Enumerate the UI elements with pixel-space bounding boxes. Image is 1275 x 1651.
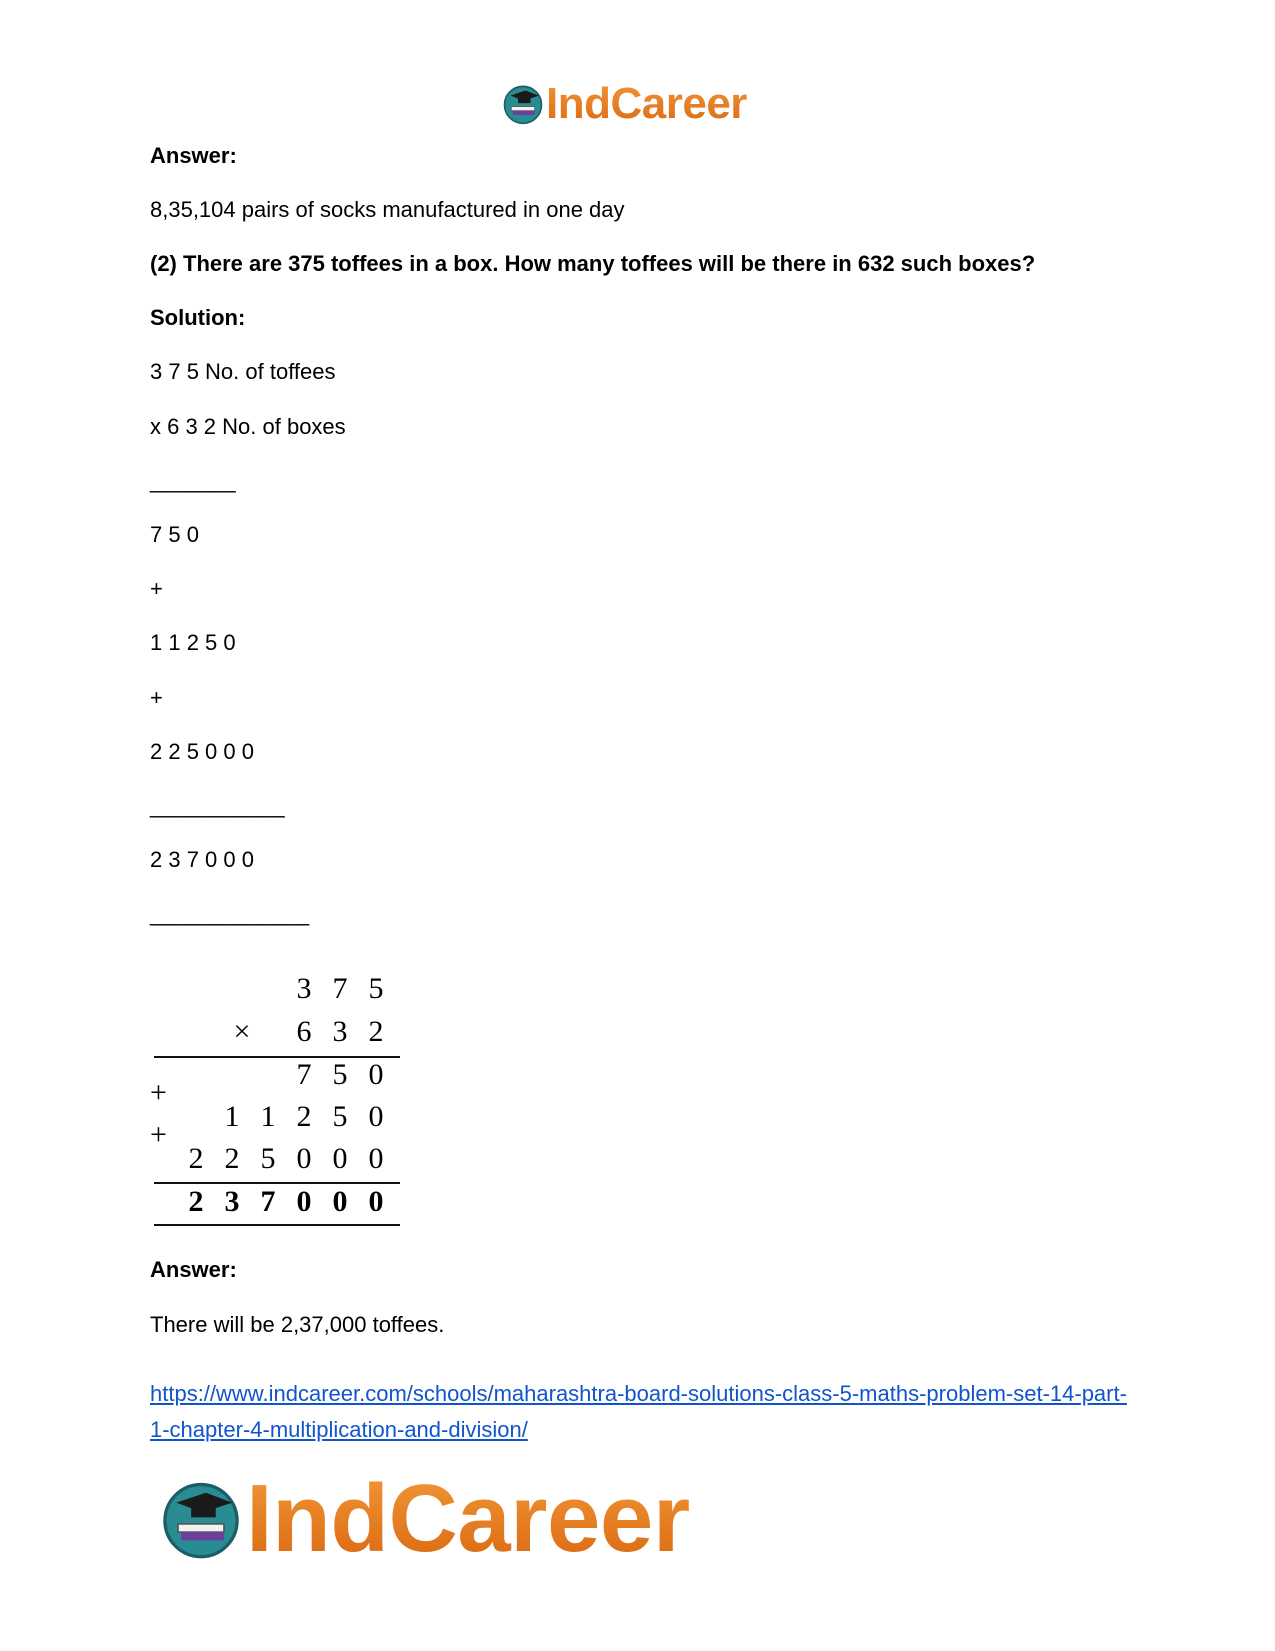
digit: 7 [296, 1058, 312, 1091]
digit: 7 [332, 972, 348, 1005]
solution-heading: Solution: [150, 305, 246, 330]
digit: 5 [332, 1100, 348, 1133]
times-sign: × [233, 1015, 251, 1048]
result-row [150, 1181, 400, 1223]
digit: 1 [224, 1100, 240, 1133]
digit: 0 [296, 1142, 312, 1175]
plus-sign: + [150, 1076, 167, 1109]
digit: 6 [296, 1015, 312, 1048]
digit: 0 [368, 1185, 384, 1218]
brand-name: IndCareer [546, 76, 747, 132]
plus-sign: + [150, 1118, 167, 1151]
question-text: (2) There are 375 toffees in a box. How many toffees will be there in 632 such boxes? [150, 251, 1036, 276]
solution-line: 1 1 2 5 0 [150, 630, 236, 655]
partial-row [150, 1096, 400, 1138]
multiplicand-row [150, 968, 400, 1010]
digit: 2 [188, 1142, 204, 1175]
partial-row [150, 1138, 400, 1180]
digit: 1 [260, 1100, 276, 1133]
brand-name: IndCareer [246, 1465, 690, 1572]
solution-line: 2 3 7 0 0 0 [150, 847, 254, 872]
solution-line: 7 5 0 [150, 522, 199, 547]
digit: 0 [368, 1142, 384, 1175]
answer-heading: Answer: [150, 143, 237, 168]
multiplier-row [150, 1011, 400, 1053]
digit: 2 [368, 1015, 384, 1048]
digit: 3 [332, 1015, 348, 1048]
graduation-cap-book-icon [502, 83, 544, 125]
source-link[interactable]: https://www.indcareer.com/schools/maharashtra-board-solutions-class-5-maths-problem-set-14-part-1-chapter-4-multiplication-and-division/ [150, 1381, 1127, 1442]
digit: 0 [368, 1100, 384, 1133]
answer-text: 8,35,104 pairs of socks manufactured in one day [150, 197, 625, 222]
digit: 3 [296, 972, 312, 1005]
solution-line: 3 7 5 No. of toffees [150, 359, 336, 384]
multiplication-figure [150, 968, 410, 1232]
solution-line: x 6 3 2 No. of boxes [150, 414, 346, 439]
digit: 2 [188, 1185, 204, 1218]
digit: 2 [224, 1142, 240, 1175]
partial-row [150, 1054, 400, 1096]
solution-line: _____________ [150, 901, 310, 926]
digit: 2 [296, 1100, 312, 1133]
digit: 5 [260, 1142, 276, 1175]
digit: 5 [332, 1058, 348, 1091]
header-logo [502, 76, 747, 132]
digit: 0 [332, 1142, 348, 1175]
digit: 7 [260, 1185, 276, 1218]
solution-line: + [150, 685, 163, 710]
rule [154, 1224, 400, 1226]
footer-logo [160, 1464, 690, 1574]
answer-heading: Answer: [150, 1257, 237, 1282]
solution-line: ___________ [150, 793, 285, 818]
digit: 0 [332, 1185, 348, 1218]
digit: 0 [368, 1058, 384, 1091]
solution-line: _______ [150, 468, 236, 493]
digit: 0 [296, 1185, 312, 1218]
solution-line: 2 2 5 0 0 0 [150, 739, 254, 764]
digit: 5 [368, 972, 384, 1005]
solution-line: + [150, 576, 163, 601]
graduation-cap-book-icon [160, 1478, 242, 1560]
answer-text: There will be 2,37,000 toffees. [150, 1312, 445, 1337]
digit: 3 [224, 1185, 240, 1218]
